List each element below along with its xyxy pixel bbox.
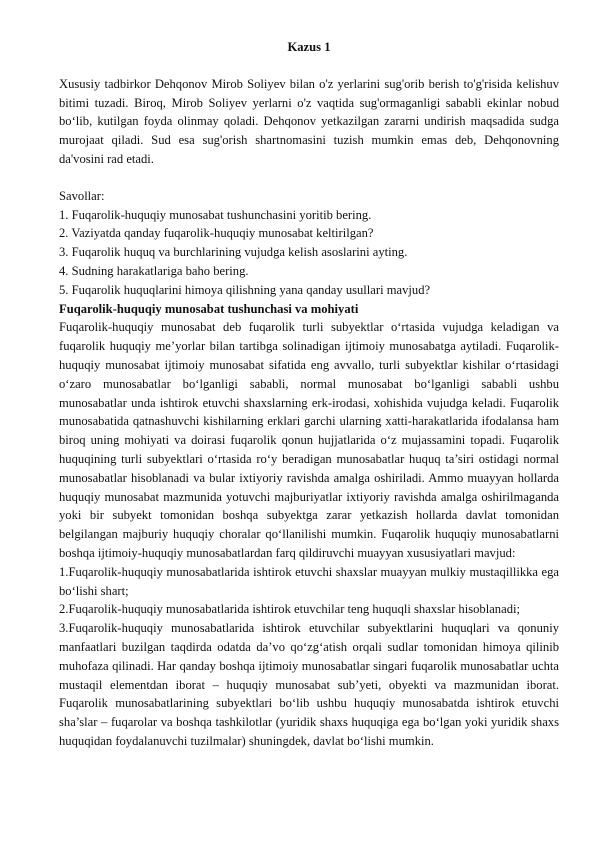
feature-item: 2.Fuqarolik-huquqiy munosabatlarida ishtirok etuvchilar teng huquqli shaxslar hisoblanadi; <box>59 602 520 617</box>
question-item: 1. Fuqarolik-huquqiy munosabat tushunchasini yoritib bering. <box>59 207 372 222</box>
feature-item: 3.Fuqarolik-huquqiy munosabatlarida ishtirok etuvchilar subyektlarini huquqlari va qonuniy manfaatlari buzilgan taqdirda odatda da’vo qo‘zg‘atish orqali sudlar tomonidan himoya qilinib muhofaza qilinadi. Har qanday boshqa ijtimoiy munosabatlar singari fuqarolik munosabatlar uchta mustaqil elementdan iborat – huquqiy munosabat sub’yeti, obyekti va mazmunidan iborat. Fuqarolik munosabatlarining subyektlari bo‘lib ushbu huquqiy munosabatda ishtirok etuvchi sha’slar – fuqarolar va boshqa tashkilotlar (yuridik shaxs huquqiga ega bo‘lgan yoki yuridik shaxs huquqidan foydalanuvchi tuzilmalar) shuningdek, davlat bo‘lishi mumkin. <box>59 621 559 748</box>
document-page <box>59 38 559 751</box>
case-text: Xususiy tadbirkor Dehqonov Mirob Soliyev bilan o'z yerlarini sug'orib berish to'g'risida kelishuv bitimi tuzadi. Biroq, Mirob Soliyev yerlarni o'z vaqtida sug'ormaganligi sababli ekinlar nobud bo‘lib, kutilgan foyda olinmay qoladi. Dehqonov yetkazilgan zararni undirish maqsadida sudga murojaat qiladi. Sud esa sug'orish shartnomasini tuzish mumkin emas deb, Dehqonovning da'vosini rad etadi. <box>59 76 559 166</box>
answer-text: Fuqarolik-huquqiy munosabat deb fuqarolik turli subyektlar o‘rtasida vujudga keladigan va fuqarolik huquqiy me’yorlar bilan tartibga solinadigan ijtimoiy munosabatga aytiladi. Fuqarolik-huquqiy munosabat ijtimoiy munosabat sifatida eng avvallo, turli subyektlar kishilar o‘rtasidagi o‘zaro munosabatlar bo‘lganligi sababli, normal munosabat bo‘lganligi sababli ushbu munosabatlar unda ishtirok etuvchi shaxslarning erk-irodasi, xohishida vujudga keladi. Fuqarolik munosabatida qatnashuvchi kishilarning erklari garchi ularning xatti-harakatlarida ifodalansa ham biroq uning mohiyati va doirasi fuqarolik qonun hujjatlarida o‘z mujassamini topadi. Fuqarolik huquqining turli subyektlari o‘rtasida ro‘y beradigan munosabatlar huquq ta’siri ostidagi normal munosabatlar hisoblanadi va bular ixtiyoriy ravishda amalga oshiriladi. Ammo muayyan hollarda huquqiy munosabat mazmunida yotuvchi majburiyatlar ixtiyoriy ravishda amalga oshirilmaganda yoki bir subyekt tomonidan boshqa subyektga zarar yetkazish hollarda davlat tomonidan belgilangan majburiy huquqiy choralar qo‘llanilishi mumkin. Fuqarolik huquqiy munosabatlarni boshqa ijtimoiy-huquqiy munosabatlardan farq qildiruvchi muayyan xususiyatlari mavjud: <box>59 320 559 560</box>
feature-item: 1.Fuqarolik-huquqiy munosabatlarida ishtirok etuvchi shaxslar muayyan mulkiy mustaqillikka ega bo‘lishi shart; <box>59 564 559 598</box>
question-item: 4. Sudning harakatlariga baho bering. <box>59 263 249 278</box>
questions-label: Savollar: <box>59 188 105 203</box>
answer-heading: Fuqarolik-huquqiy munosabat tushunchasi va mohiyati <box>59 301 359 316</box>
question-item: 3. Fuqarolik huquq va burchlarining vujudga kelish asoslarini ayting. <box>59 245 408 260</box>
spacer <box>59 169 559 187</box>
question-item: 5. Fuqarolik huquqlarini himoya qilishning yana qanday usullari mavjud? <box>59 282 431 297</box>
case-title: Kazus 1 <box>287 40 331 54</box>
question-item: 2. Vaziyatda qanday fuqarolik-huquqiy munosabat keltirilgan? <box>59 226 374 241</box>
